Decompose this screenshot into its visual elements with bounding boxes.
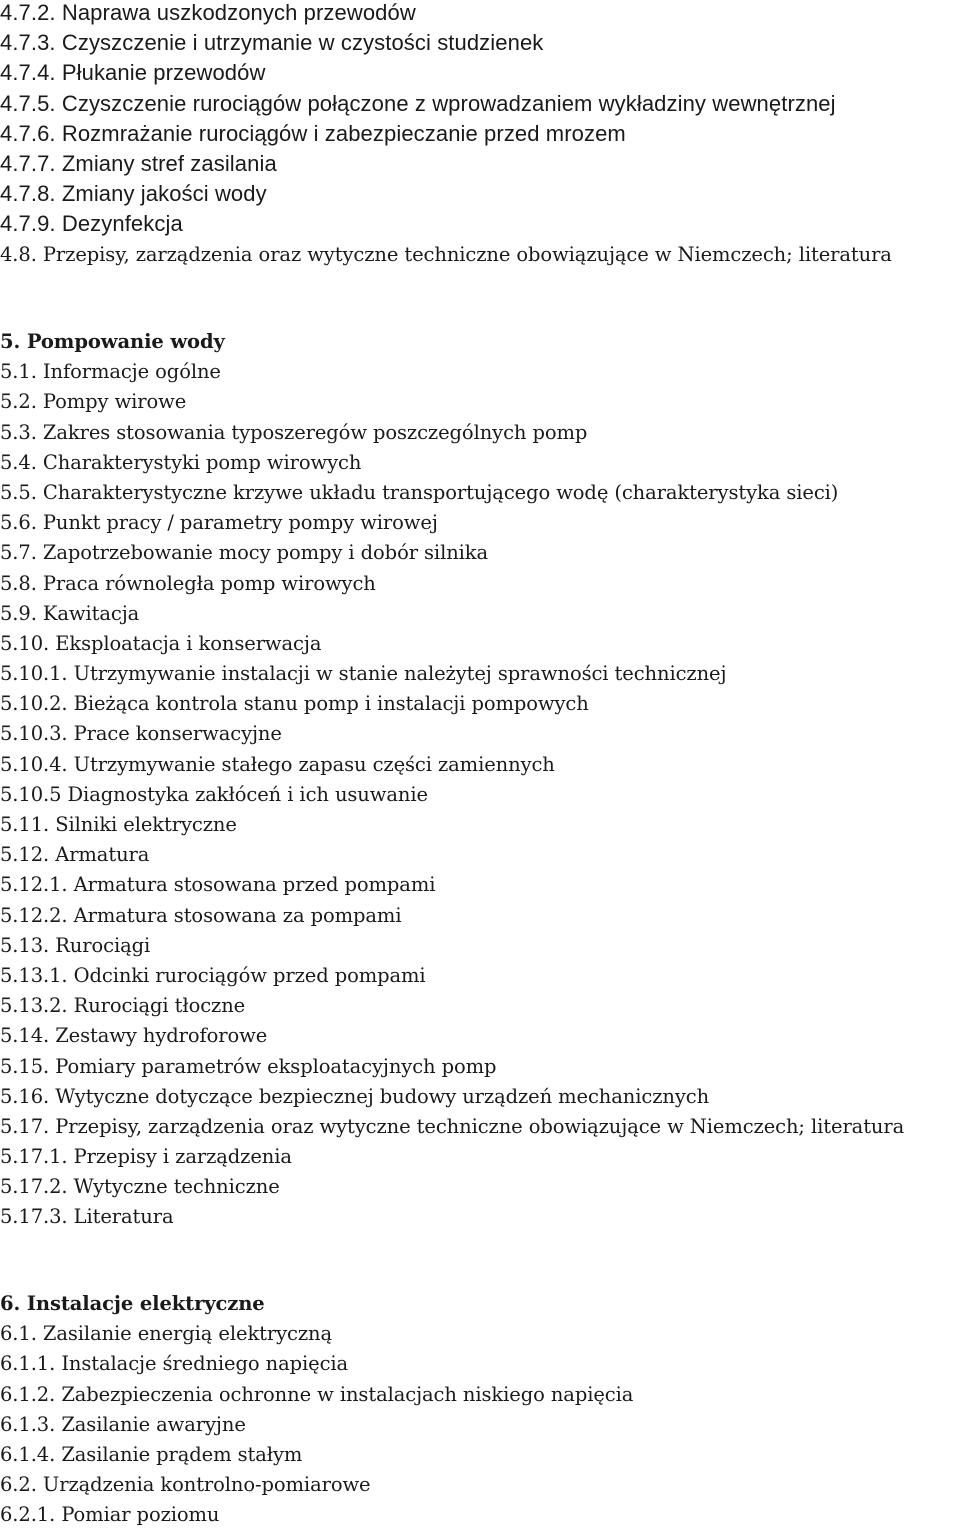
- toc-entry: 5.17. Przepisy, zarządzenia oraz wytyczne techniczne obowiązujące w Niemczech; literatura: [0, 1114, 905, 1138]
- toc-entry: 5.10.2. Bieżąca kontrola stanu pomp i instalacji pompowych: [0, 692, 589, 716]
- section-5-list: [0, 327, 960, 1233]
- toc-entry: 5.12.1. Armatura stosowana przed pompami: [0, 873, 436, 897]
- toc-entry: 5.9. Kawitacja: [0, 601, 140, 625]
- toc-entry: 6.2. Urządzenia kontrolno-pomiarowe: [0, 1473, 371, 1497]
- toc-entry: 6.1.1. Instalacje średniego napięcia: [0, 1352, 349, 1376]
- toc-entry: 5.17.2. Wytyczne techniczne: [0, 1175, 280, 1199]
- toc-entry: 5.10.3. Prace konserwacyjne: [0, 722, 282, 746]
- toc-entry: 5.13.1. Odcinki rurociągów przed pompami: [0, 963, 426, 987]
- toc-entry: 5.10.4. Utrzymywanie stałego zapasu części zamiennych: [0, 752, 555, 776]
- toc-entry: 5.5. Charakterystyczne krzywe układu transportującego wodę (charakterystyka sieci): [0, 480, 839, 504]
- toc-entry: 5.14. Zestawy hydroforowe: [0, 1024, 268, 1048]
- toc-entry: 4.7.2. Naprawa uszkodzonych przewodów: [0, 0, 416, 25]
- toc-entry: 4.7.5. Czyszczenie rurociągów połączone z wprowadzaniem wykładziny wewnętrznej: [0, 90, 836, 116]
- toc-entry: 5.2. Pompy wirowe: [0, 390, 187, 414]
- toc-entry: 6.1.4. Zasilanie prądem stałym: [0, 1442, 303, 1466]
- section-4-list: [0, 0, 960, 270]
- section-heading: 5. Pompowanie wody: [0, 330, 225, 353]
- toc-entry: 4.7.4. Płukanie przewodów: [0, 60, 266, 86]
- toc-entry: 4.8. Przepisy, zarządzenia oraz wytyczne techniczne obowiązujące w Niemczech; literatura: [0, 242, 892, 266]
- toc-entry: 4.7.9. Dezynfekcja: [0, 211, 183, 237]
- toc-entry: 5.10.1. Utrzymywanie instalacji w stanie należytej sprawności technicznej: [0, 662, 727, 686]
- toc-entry: 6.1.3. Zasilanie awaryjne: [0, 1412, 246, 1436]
- toc-entry: 5.16. Wytyczne dotyczące bezpiecznej budowy urządzeń mechanicznych: [0, 1084, 710, 1108]
- toc-entry: 5.12.2. Armatura stosowana za pompami: [0, 903, 402, 927]
- toc-entry: 5.10.5 Diagnostyka zakłóceń i ich usuwanie: [0, 782, 428, 806]
- toc-entry: 6.1. Zasilanie energią elektryczną: [0, 1322, 333, 1346]
- toc-entry: 5.11. Silniki elektryczne: [0, 813, 237, 836]
- toc-entry: 5.12. Armatura: [0, 843, 150, 867]
- toc-entry: 4.7.8. Zmiany jakości wody: [0, 181, 267, 207]
- toc-entry: 4.7.7. Zmiany stref zasilania: [0, 150, 277, 176]
- toc-entry: 5.8. Praca równoległa pomp wirowych: [0, 571, 376, 595]
- toc-entry: 5.17.3. Literatura: [0, 1205, 174, 1229]
- toc-entry: 6.2.1. Pomiar poziomu: [0, 1503, 220, 1527]
- toc-entry: 5.17.1. Przepisy i zarządzenia: [0, 1145, 292, 1169]
- toc-entry: 5.4. Charakterystyki pomp wirowych: [0, 450, 362, 474]
- section-heading: 6. Instalacje elektryczne: [0, 1292, 265, 1315]
- toc-entry: 5.10. Eksploatacja i konserwacja: [0, 631, 322, 655]
- toc-entry: 4.7.3. Czyszczenie i utrzymanie w czystości studzienek: [0, 30, 544, 56]
- toc-entry: 5.3. Zakres stosowania typoszeregów poszczególnych pomp: [0, 420, 588, 444]
- toc-entry: 5.15. Pomiary parametrów eksploatacyjnych pomp: [0, 1054, 497, 1078]
- toc-entry: 5.7. Zapotrzebowanie mocy pompy i dobór silnika: [0, 541, 489, 565]
- toc-entry: 5.1. Informacje ogólne: [0, 360, 221, 384]
- toc-entry: 5.13.2. Rurociągi tłoczne: [0, 994, 246, 1018]
- toc-entry: 4.7.6. Rozmrażanie rurociągów i zabezpieczanie przed mrozem: [0, 120, 626, 146]
- toc-entry: 6.1.2. Zabezpieczenia ochronne w instalacjach niskiego napięcia: [0, 1382, 634, 1406]
- toc-entry: 5.6. Punkt pracy / parametry pompy wirowej: [0, 511, 438, 535]
- section-6-list: [0, 1289, 960, 1531]
- toc-entry: 5.13. Rurociągi: [0, 933, 151, 957]
